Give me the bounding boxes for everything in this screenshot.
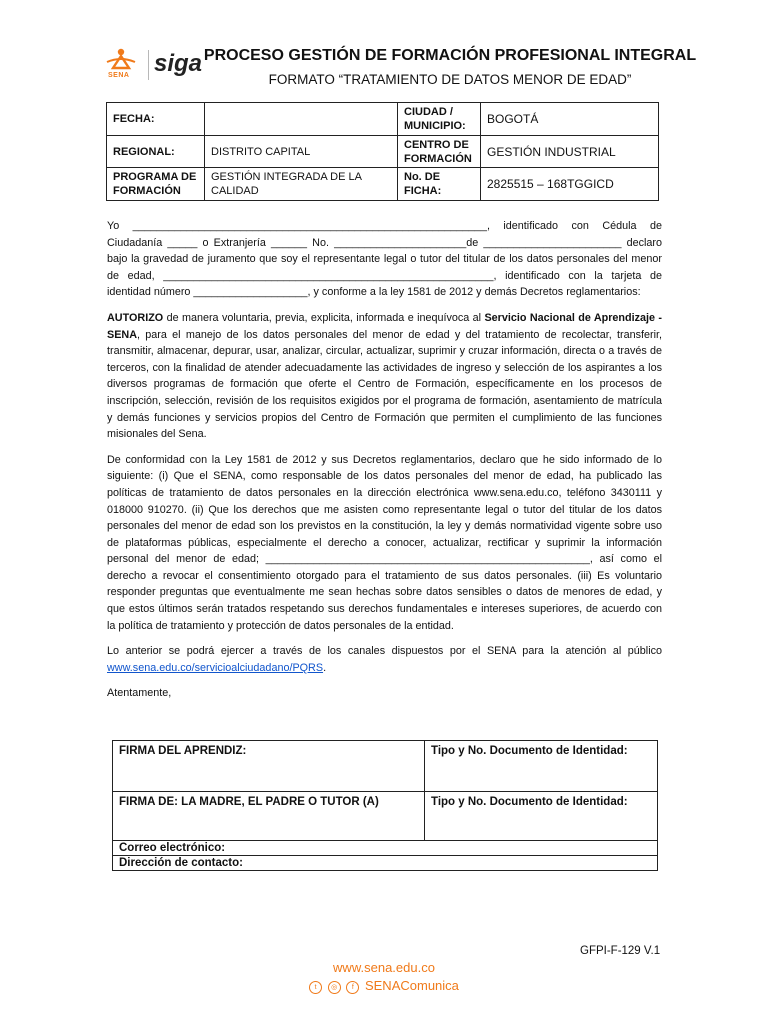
sena-siga-logo xyxy=(104,46,204,86)
authorization-paragraph xyxy=(107,310,662,443)
fecha-label: FECHA: xyxy=(107,103,205,136)
centro-value: GESTIÓN INDUSTRIAL xyxy=(481,136,659,168)
footer-social xyxy=(0,978,768,994)
sig-row-correo xyxy=(113,841,658,856)
regional-value: DISTRITO CAPITAL xyxy=(205,136,398,168)
ciudad-label: CIUDAD / MUNICIPIO: xyxy=(398,103,481,136)
doc-tutor-field[interactable]: Tipo y No. Documento de Identidad: xyxy=(425,792,658,841)
correo-field[interactable]: Correo electrónico: xyxy=(113,841,658,856)
ficha-value: 2825515 – 168TGGICD xyxy=(481,168,659,201)
footer-url[interactable]: www.sena.edu.co xyxy=(333,960,435,975)
rights-paragraph: De conformidad con la Ley 1581 de 2012 y sus Decretos reglamentarios, declaro que he sido informado de lo siguiente: (i) Que el SENA, como responsable de los datos personales del menor de edad, ha publicado las políticas de tratamiento de datos personales en la dirección electrónica www.sena.edu.co, teléfono 3430111 y 018000 910270. (ii) Que los derechos que me asisten como representante legal o tutor del titular de los datos personales del menor de edad son los previstos en la constitución, la ley y demás normatividad vigente sobre uso de plataformas públicas, especialmente el derecho a conocer, actualizar, rectificar y suprimir la información personal del menor de edad; ______________________________________________________, así como el derecho a revocar el consentimiento otorgado para el tratamiento de sus datos personales. (iii) Es voluntario responder preguntas que eventualmente me sean hechas sobre datos sensibles o datos de menores de edad, y que estos últimos serán tratados respetando sus derechos fundamentales e intereses superiores, de acuerdo con la política de tratamiento y protección de datos personales de la entidad. xyxy=(107,453,662,632)
direccion-field[interactable]: Dirección de contacto: xyxy=(113,856,658,871)
instagram-icon[interactable]: ◎ xyxy=(328,981,341,994)
centro-label: CENTRO DE FORMACIÓN xyxy=(398,136,481,168)
regional-label: REGIONAL: xyxy=(107,136,205,168)
sena-name: Servicio Nacional de Aprendizaje - SENA xyxy=(107,311,662,341)
firma-aprendiz-field[interactable]: FIRMA DEL APRENDIZ: xyxy=(113,741,425,792)
autorizo-keyword: AUTORIZO xyxy=(107,311,164,324)
programa-label: PROGRAMA DE FORMACIÓN xyxy=(107,168,205,201)
info-table xyxy=(106,102,659,201)
form-code: GFPI-F-129 V.1 xyxy=(580,945,661,957)
fecha-field[interactable] xyxy=(205,103,398,136)
channels-text: Lo anterior se podrá ejercer a través de los canales dispuestos por el SENA para la atención al público xyxy=(107,645,662,658)
signature-table xyxy=(112,740,658,871)
ficha-label: No. DE FICHA: xyxy=(398,168,481,201)
sig-row-direccion xyxy=(113,856,658,871)
authorization-text-2: , para el manejo de los datos personales del menor de edad y del tratamiento de recolectar, transferir, transmitir, almacenar, depurar, usar, analizar, circular, actualizar, suprimir y cruzar información, directa o a través de terceros, con la finalidad de atender adecuadamente las actividades de ingreso y selección de los aspirantes a los diversos programas de formación que oferte el Centro de Formación, específicamente en los procesos de inscripción, selección, revisión de los requisitos exigidos por el programa de formación, asentamiento de matrícula y demás funciones y servicios propios del Centro de Formación que permiten el cumplimiento de las funciones misionales del Sena. xyxy=(107,328,662,441)
facebook-icon[interactable]: f xyxy=(346,981,359,994)
closing-text: Atentamente, xyxy=(107,687,172,700)
document-body xyxy=(107,218,662,711)
sena-logo-text: SENA xyxy=(108,72,130,79)
firma-tutor-field[interactable]: FIRMA DE: LA MADRE, EL PADRE O TUTOR (A) xyxy=(113,792,425,841)
pqrs-link[interactable]: www.sena.edu.co/servicioalciudadano/PQRS xyxy=(107,661,324,674)
channels-end: . xyxy=(323,661,327,674)
info-row-fecha xyxy=(107,103,659,136)
programa-value: GESTIÓN INTEGRADA DE LA CALIDAD xyxy=(205,168,398,201)
declaration-paragraph: Yo ___________________________________________________________, identificado con Cédula de Ciudadanía _____ o Extranjería ______ No. ______________________de _______________________ declaro bajo la gravedad de juramento que soy el representante legal o tutor del titular de los datos personales del menor de edad, _______________________________________________________, identificado con la tarjeta de identidad número ___________________, y conforme a la ley 1581 de 2012 y demás Decretos reglamentarios: xyxy=(107,220,662,299)
sig-row-tutor xyxy=(113,792,658,841)
doc-aprendiz-field[interactable]: Tipo y No. Documento de Identidad: xyxy=(425,741,658,792)
social-handle[interactable]: SENAComunica xyxy=(364,978,459,993)
sig-row-aprendiz xyxy=(113,741,658,792)
logo-divider xyxy=(148,50,149,80)
info-row-regional xyxy=(107,136,659,168)
document-title: PROCESO GESTIÓN DE FORMACIÓN PROFESIONAL INTEGRAL xyxy=(203,47,697,64)
info-row-programa xyxy=(107,168,659,201)
document-subtitle: FORMATO “TRATAMIENTO DE DATOS MENOR DE EDAD” xyxy=(268,72,632,87)
authorization-text-1: de manera voluntaria, previa, explicita, informada e inequívoca al xyxy=(163,311,485,324)
sena-logo-icon xyxy=(104,46,144,86)
twitter-icon[interactable]: t xyxy=(309,981,322,994)
channels-paragraph xyxy=(107,643,662,676)
siga-logo-text: siga xyxy=(154,50,203,77)
ciudad-value: BOGOTÁ xyxy=(481,103,659,136)
